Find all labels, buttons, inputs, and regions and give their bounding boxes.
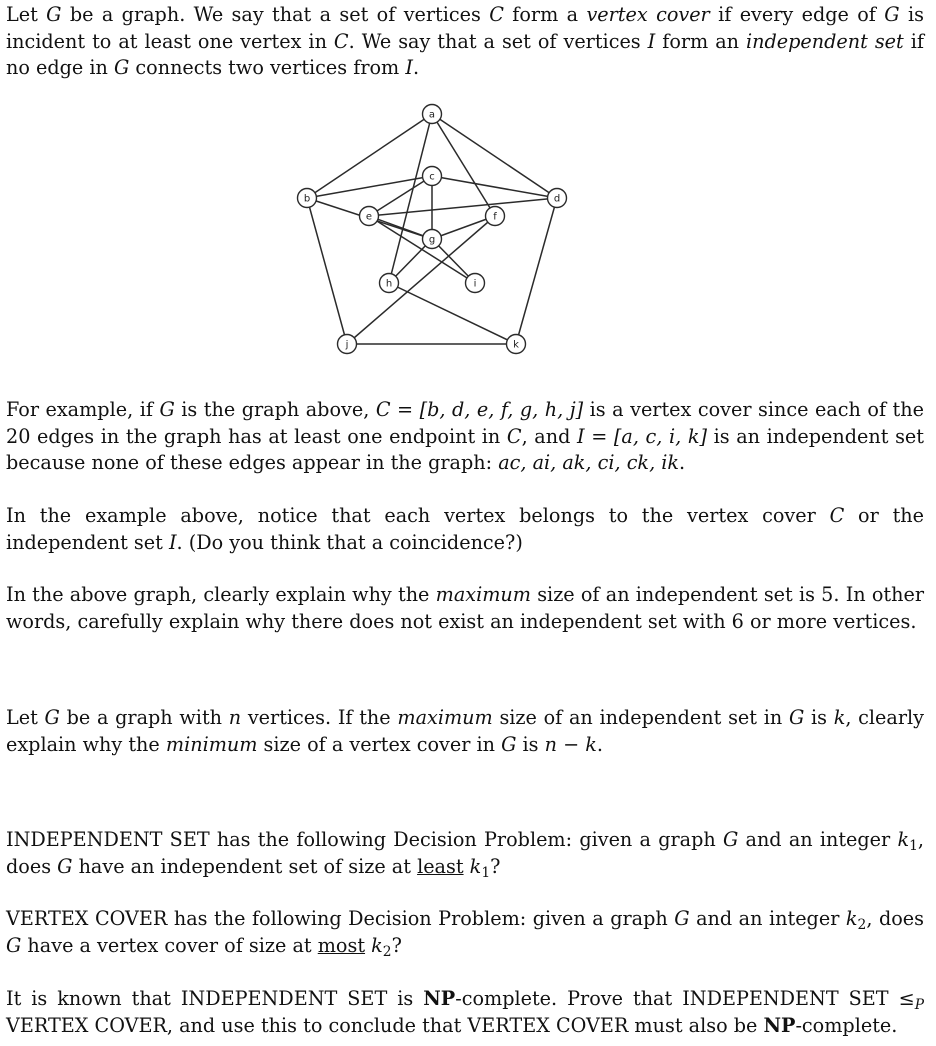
graph-vertices — [298, 105, 567, 354]
vertex-f — [486, 207, 505, 226]
vertex-cover-definition: VERTEX COVER has the following Decision Problem: given a graph G and an integer $k_2$, does G have a vertex cover of size at most $k_2$? — [6, 907, 924, 960]
np-complete-task: It is known that INDEPENDENT SET is NP-complete. Prove that INDEPENDENT SET $\le_P$ VERTEX COVER, and use this to conclude that VERTEX COVER must also be NP-complete. — [6, 987, 924, 1037]
vertex-label-a: a — [428, 109, 436, 121]
vertex-i — [466, 274, 485, 293]
vertex-c — [423, 167, 442, 186]
vertex-label-c: c — [429, 171, 435, 183]
edge-cd — [432, 176, 557, 198]
np-bold: NP — [423, 987, 456, 1010]
term-vertex-cover: vertex cover — [586, 3, 710, 26]
intro-paragraph: Let G be a graph. We say that a set of vertices C form a vertex cover if every edge of G is incident to at least one vertex in C. We say that a set of vertices I form an independent set if no edge in G connects two vertices from I. — [6, 3, 924, 79]
edge-de — [369, 198, 557, 216]
example-paragraph: For example, if G is the graph above, C = [b, d, e, f, g, h, j] is a vertex cover since each of the 20 edges in the graph has at least one endpoint in C, and I = [a, c, i, k] is an independent set because none of these edges appear in the graph: ac, ai, ak, ci, ck, ik. — [6, 398, 924, 474]
vertex-b — [298, 189, 317, 208]
edge-af — [432, 114, 495, 216]
vertex-label-k: k — [513, 339, 519, 351]
vertex-label-d: d — [553, 193, 561, 205]
edge-bj — [307, 198, 347, 344]
vertex-label-e: e — [365, 211, 373, 223]
vertex-label-b: b — [303, 193, 311, 205]
term-independent-set: independent set — [746, 29, 904, 53]
vertex-a — [423, 105, 442, 124]
missing-edges-list: ac, ai, ak, ci, ck, ik — [498, 451, 680, 474]
n-minus-k-question: Let G be a graph with n vertices. If the maximum size of an independent set in G is k, clearly explain why the minimum size of a vertex cover in G is n − k. — [6, 706, 924, 756]
underlined-least: least — [417, 854, 464, 878]
vertex-e — [360, 207, 379, 226]
vertex-label-j: j — [345, 339, 349, 351]
vertex-label-i: i — [473, 278, 477, 290]
math-G: G — [46, 3, 62, 26]
edge-dk — [516, 198, 557, 344]
math-I: I — [647, 29, 656, 53]
math-n-minus-k: n − k — [544, 732, 597, 756]
vertex-label-f: f — [493, 211, 497, 223]
edge-hk — [389, 283, 516, 344]
vertex-h — [380, 274, 399, 293]
reduction-symbol: ≤ — [898, 987, 915, 1010]
notice-paragraph: In the example above, notice that each vertex belongs to the vertex cover C or the independent set I. (Do you think that a coincidence?) — [6, 504, 924, 554]
petersen-like-graph — [280, 96, 580, 371]
vertex-k — [507, 335, 526, 354]
underlined-most: most — [317, 933, 366, 957]
vertex-cover-example: C = [b, d, e, f, g, h, j] — [375, 398, 584, 421]
vertex-label-g: g — [428, 234, 436, 246]
vertex-label-h: h — [385, 278, 393, 290]
vertex-g — [423, 230, 442, 249]
vertex-j — [338, 335, 357, 354]
edge-ad — [432, 114, 557, 198]
vertex-d — [548, 189, 567, 208]
independent-set-example: I = [a, c, i, k] — [577, 424, 707, 448]
independent-set-definition: INDEPENDENT SET has the following Decision Problem: given a graph G and an integer $k_1$, does G have an independent set of size at least $k_1$? — [6, 828, 924, 881]
math-C: C — [489, 3, 504, 26]
maximum-question: In the above graph, clearly explain why the maximum size of an independent set is 5. In other words, carefully explain why there does not exist an independent set with 6 or more vertices. — [6, 583, 924, 633]
